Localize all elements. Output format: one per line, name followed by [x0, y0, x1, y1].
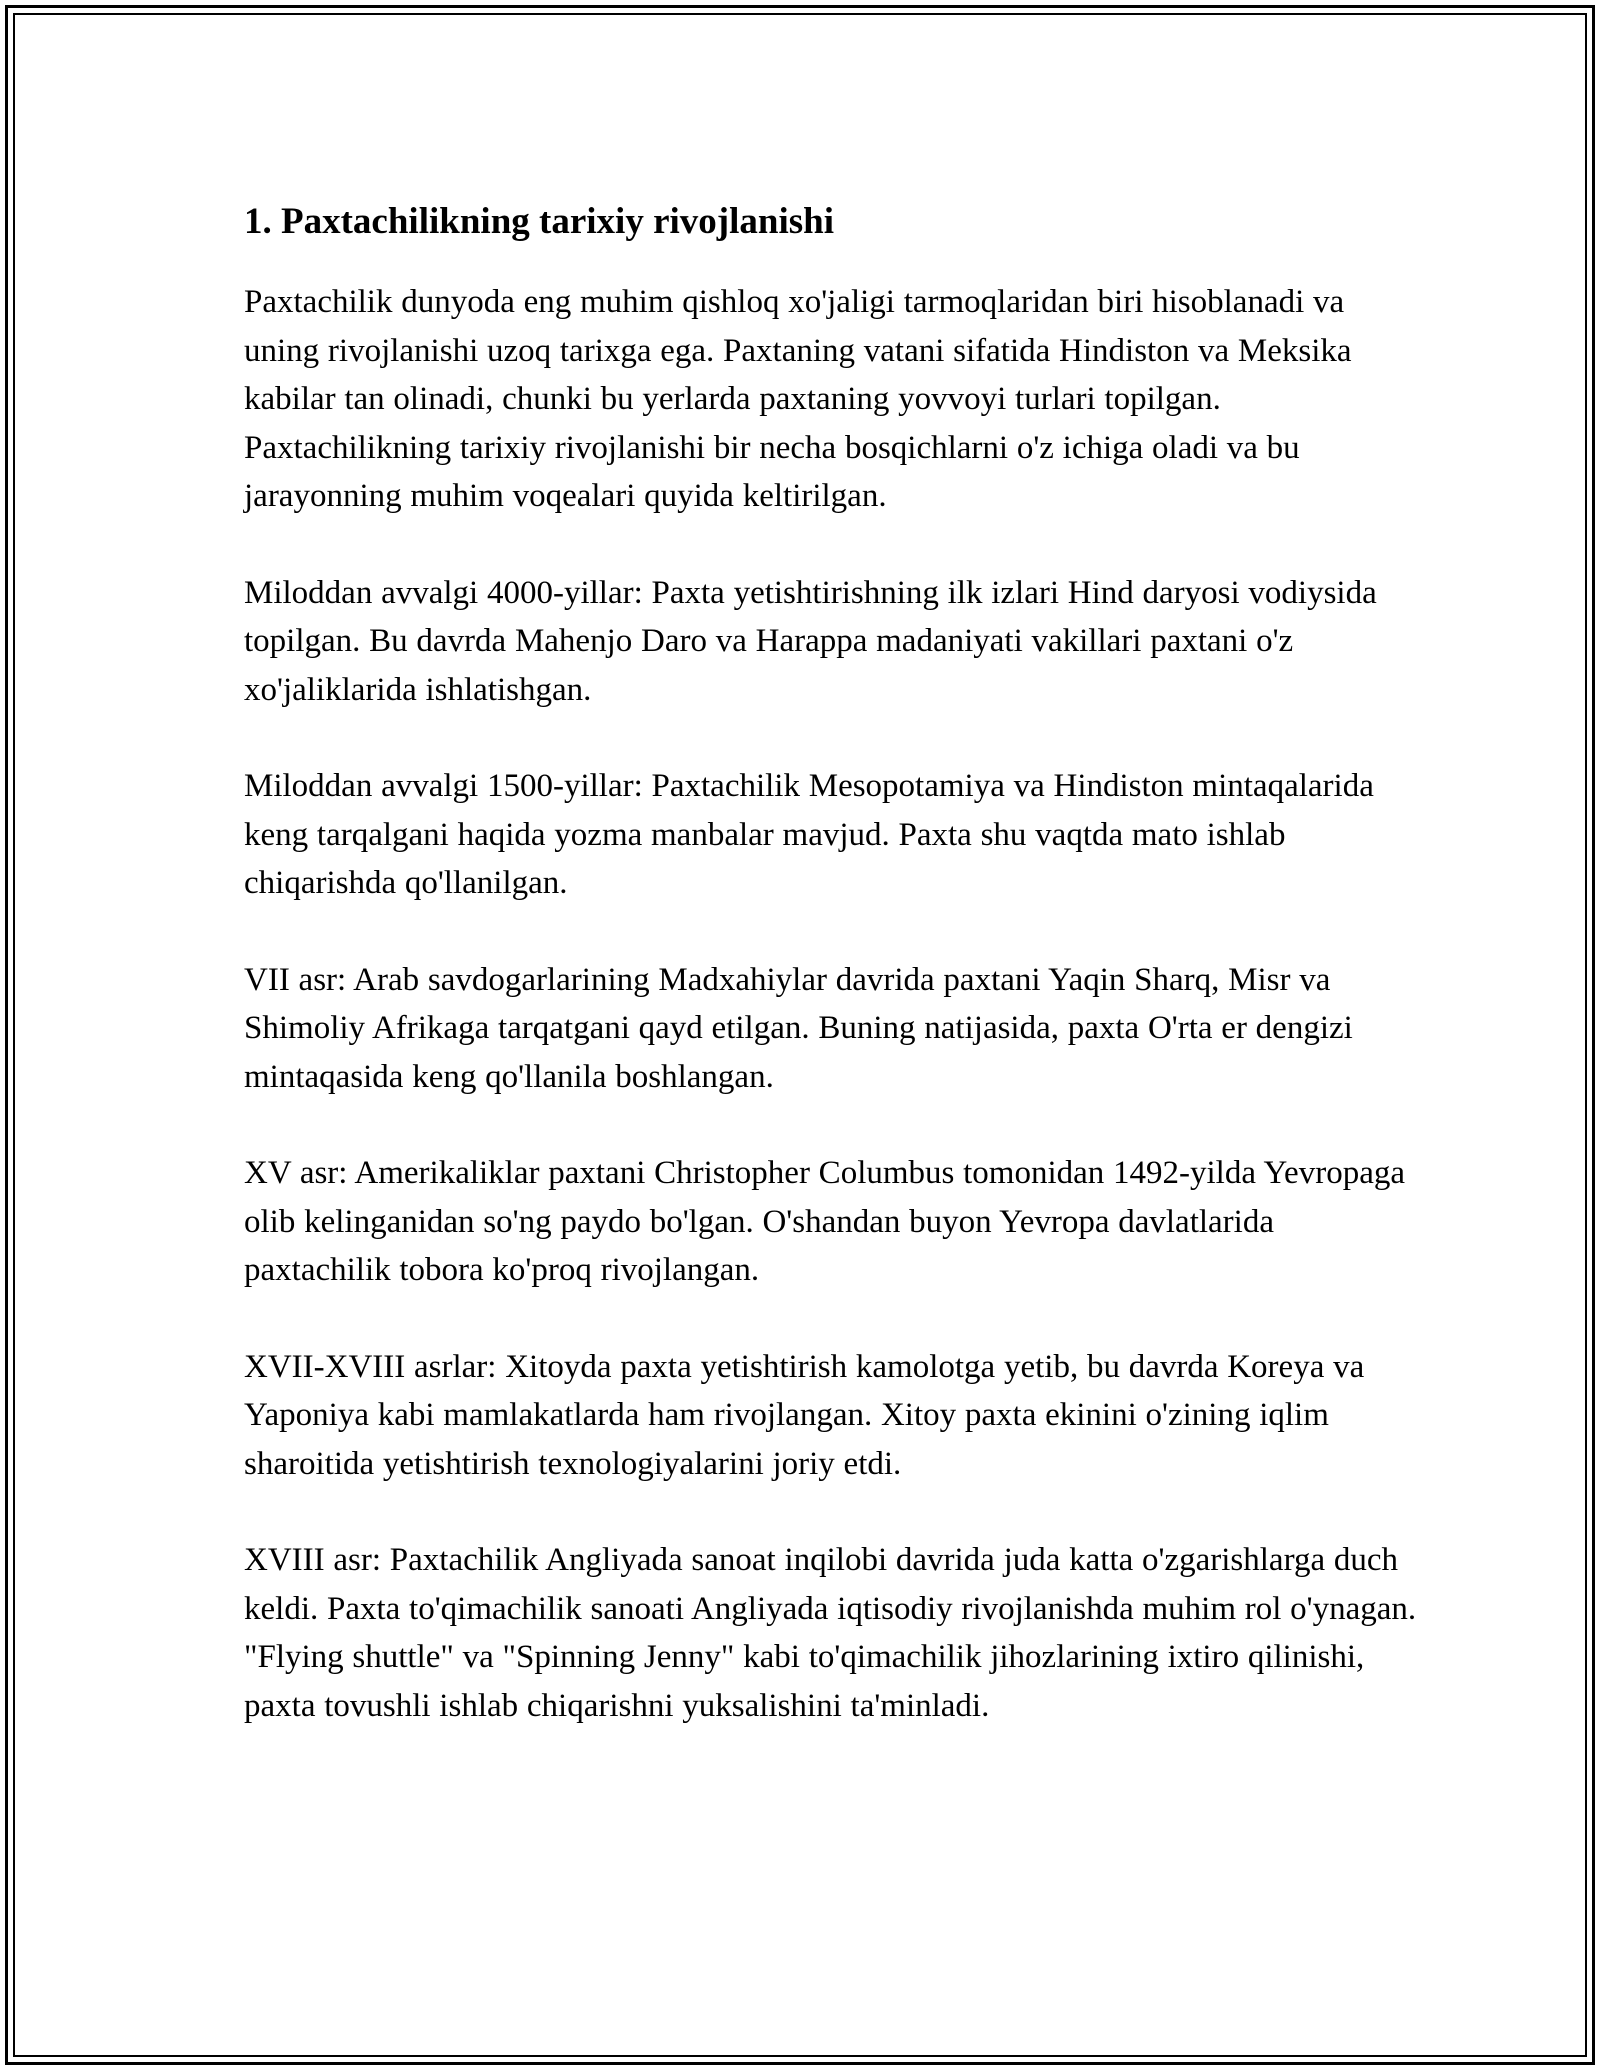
- paragraph-4000bc: Miloddan avvalgi 4000-yillar: Paxta yetishtirishning ilk izlari Hind daryosi vodiysida topilgan. Bu davrda Mahenjo Daro va Harappa madaniyati vakillari paxtani o'z xo'jaliklarida ishlatishgan.: [244, 574, 1377, 708]
- paragraph-18th-century: XVIII asr: Paxtachilik Angliyada sanoat inqilobi davrida juda katta o'zgarishlarga duch keldi. Paxta to'qimachilik sanoati Angliyada iqtisodiy rivojlanishda muhim rol o'ynagan. "Flying shuttle" va "Spinning Jenny" kabi to'qimachilik jihozlarining ixtiro qilinishi, paxta tovushli ishlab chiqarishni yuksalishini ta'minladi.: [244, 1542, 1417, 1724]
- paragraph-1500bc: Miloddan avvalgi 1500-yillar: Paxtachilik Mesopotamiya va Hindiston mintaqalarida keng tarqalgani haqida yozma manbalar mavjud. Paxta shu vaqtda mato ishlab chiqarishda qo'llanilgan.: [244, 768, 1374, 901]
- paragraph-7th-century: VII asr: Arab savdogarlarining Madxahiylar davrida paxtani Yaqin Sharq, Misr va Shimoliy Afrikaga tarqatgani qayd etilgan. Buning natijasida, paxta O'rta er dengizi mintaqasida keng qo'llanila boshlangan.: [244, 961, 1353, 1095]
- paragraph-17-18th-century: XVII-XVIII asrlar: Xitoyda paxta yetishtirish kamolotga yetib, bu davrda Koreya va Yaponiya kabi mamlakatlarda ham rivojlangan. Xitoy paxta ekinini o'zining iqlim sharoitida yetishtirish texnologiyalarini joriy etdi.: [244, 1348, 1365, 1482]
- page-border: [5, 5, 1595, 2065]
- document-body: [244, 198, 1424, 1778]
- paragraph-15th-century: XV asr: Amerikaliklar paxtani Christopher Columbus tomonidan 1492-yilda Yevropaga olib kelinganidan so'ng paydo bo'lgan. O'shandan buyon Yevropa davlatlarida paxtachilik tobora ko'proq rivojlangan.: [244, 1155, 1405, 1288]
- paragraph-intro: Paxtachilik dunyoda eng muhim qishloq xo'jaligi tarmoqlaridan biri hisoblanadi va uning rivojlanishi uzoq tarixga ega. Paxtaning vatani sifatida Hindiston va Meksika kabilar tan olinadi, chunki bu yerlarda paxtaning yovvoyi turlari topilgan. Paxtachilikning tarixiy rivojlanishi bir necha bosqichlarni o'z ichiga oladi va bu jarayonning muhim voqealari quyida keltirilgan.: [244, 284, 1352, 514]
- section-heading: 1. Paxtachilikning tarixiy rivojlanishi: [244, 201, 834, 242]
